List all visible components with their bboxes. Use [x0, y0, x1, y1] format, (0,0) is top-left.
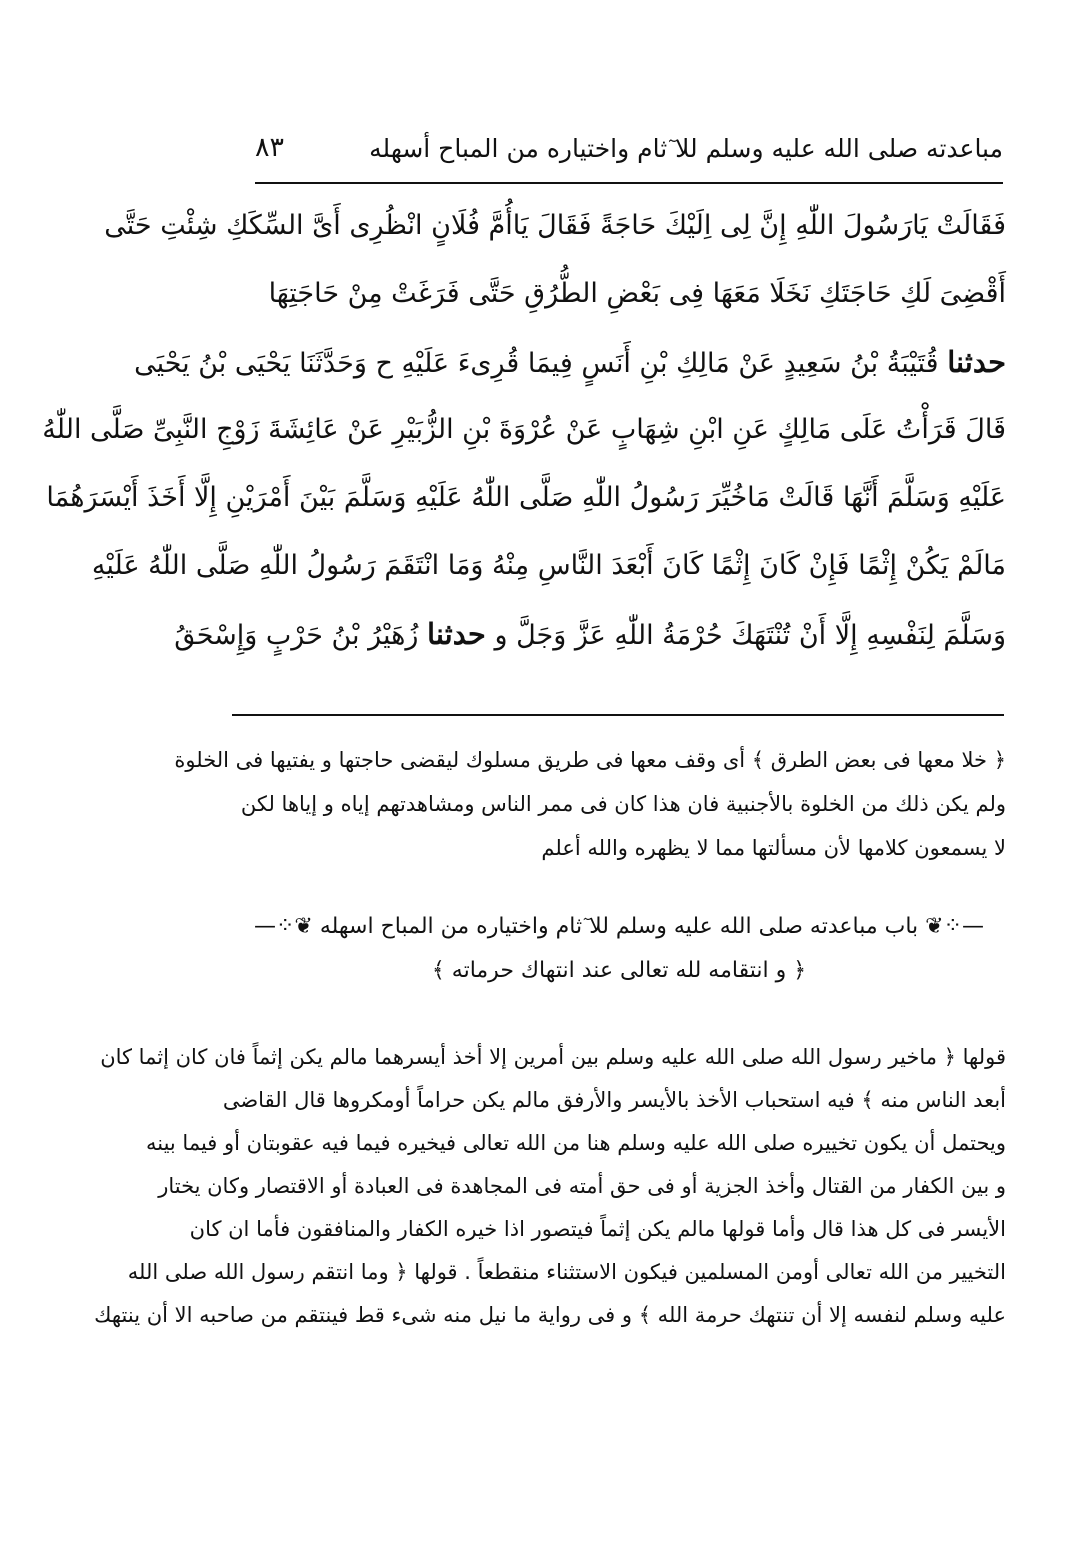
hadith-text	[42, 192, 1006, 668]
hadith-line: أَقْضِىَ لَكِ حَاجَتَكِ نَخَلَا مَعَهَا فِى بَعْضِ الطُّرُقِ حَتَّى فَرَغَتْ مِنْ حَاجَتِهَا	[268, 278, 1006, 309]
hadith-line-text: قُتَيْبَةُ بْنُ سَعِيدٍ عَنْ مَالِكِ بْنِ أَنَسٍ فِيمَا قُرِىءَ عَلَيْهِ ح وَحَدَّثَنَا يَحْيَى بْنُ يَحْيَى	[134, 348, 939, 379]
section-divider	[232, 714, 1004, 716]
hadith-line: فَقَالَتْ يَارَسُولَ اللّٰهِ إِنَّ لِى اِلَيْكَ حَاجَةً فَقَالَ يَاأُمَّ فُلَانٍ انْظُرِى أَىَّ السِّكَكِ شِئْتِ حَتَّى	[104, 210, 1006, 241]
chapter-title-line	[232, 905, 1006, 949]
hadith-line-text: وَسَلَّمَ لِنَفْسِهِ إِلَّا أَنْ تُنْتَهَكَ حُرْمَةُ اللّٰهِ عَزَّ وَجَلَّ و	[494, 620, 1006, 651]
hadith-line	[174, 600, 1006, 668]
chapter-subtitle: ﴿ و انتقامه لله تعالى عند انتهاك حرماته ﴾	[431, 958, 807, 983]
hadith-line: عَلَيْهِ وَسَلَّمَ أَنَّهَا قَالَتْ مَاخُيِّرَ رَسُولُ اللّٰهِ صَلَّى اللّٰهُ عَلَيْهِ وَسَلَّمَ بَيْنَ أَمْرَيْنِ إِلَّا أَخَذَ أَيْسَرَهُمَا	[46, 482, 1006, 513]
commentary-line: التخيير من الله تعالى أومن المسلمين فيكون الاستثناء منقطعاً . قولها ﴿ وما انتقم رسول الله صلى الله	[127, 1260, 1006, 1284]
chapter-heading	[232, 905, 1006, 993]
commentary-block	[94, 1036, 1006, 1337]
hadith-line: قَالَ قَرَأْتُ عَلَى مَالِكٍ عَنِ ابْنِ شِهَابٍ عَنْ عُرْوَةَ بْنِ الزُّبَيْرِ عَنْ عَائِشَةَ زَوْجِ النَّبِىِّ صَلَّى اللّٰهُ	[42, 414, 1006, 445]
header-title: مباعدته صلى الله عليه وسلم للا ٓثام واختياره من المباح أسهله	[369, 134, 1003, 163]
commentary-line: ولم يكن ذلك من الخلوة بالأجنبية فان هذا كان فى ممر الناس ومشاهدتهم إياه و إياها لكن	[240, 792, 1006, 816]
hadith-line: مَالَمْ يَكُنْ إِثْمًا فَإِنْ كَانَ إِثْمًا كَانَ أَبْعَدَ النَّاسِ مِنْهُ وَمَا انْتَقَمَ رَسُولُ اللّٰهِ صَلَّى اللّٰهُ عَلَيْهِ	[91, 550, 1006, 581]
haddathana-marker: حدثنا	[427, 617, 486, 651]
commentary-line: الأيسر فى كل هذا قال وأما قولها مالم يكن إثماً فيتصور اذا خيره الكفار والمنافقون فأما ان كان	[189, 1217, 1006, 1241]
chapter-title: باب مباعدته صلى الله عليه وسلم للا ٓثام واختياره من المباح اسهله	[319, 914, 919, 939]
ornament-icon: —⁘❦	[925, 914, 985, 939]
header-rule	[255, 182, 1003, 184]
hadith-line-text: زُهَيْرُ بْنُ حَرْبٍ وَإِسْحَقُ	[174, 620, 419, 651]
haddathana-marker: حدثنا	[947, 345, 1006, 379]
commentary-line: و بين الكفار من القتال وأخذ الجزية أو فى حق أمته فى المجاهدة فى العبادة أو الاقتصار وكان يختار	[158, 1174, 1006, 1198]
commentary-line: لا يسمعون كلامها لأن مسألتها مما لا يظهره والله أعلم	[541, 836, 1006, 860]
commentary-line: قولها ﴿ ماخير رسول الله صلى الله عليه وسلم بين أمرين إلا أخذ أيسرهما مالم يكن إثماً فان كان إثما كان	[100, 1045, 1006, 1069]
page-number: ٨٣	[255, 132, 285, 163]
commentary-line: أبعد الناس منه ﴾ فيه استحباب الأخذ بالأيسر والأرفق مالم يكن حراماً أومكروها قال القاضى	[222, 1088, 1006, 1112]
commentary-block	[174, 738, 1006, 870]
running-header	[255, 128, 1003, 180]
hadith-line	[134, 328, 1006, 396]
commentary-line: عليه وسلم لنفسه إلا أن تنتهك حرمة الله ﴾ و فى رواية ما نيل منه شىء قط فينتقم من صاحبه الا أن ينتهك	[94, 1303, 1006, 1327]
commentary-line: ويحتمل أن يكون تخييره صلى الله عليه وسلم هنا من الله تعالى فيخيره فيما فيه عقوبتان أو فيما بينه	[145, 1131, 1006, 1155]
commentary-line: ﴿ خلا معها فى بعض الطرق ﴾ أى وقف معها فى طريق مسلوك ليقضى حاجتها و يفتيها فى الخلوة	[174, 748, 1006, 772]
ornament-icon: ❦⁘—	[253, 914, 313, 939]
